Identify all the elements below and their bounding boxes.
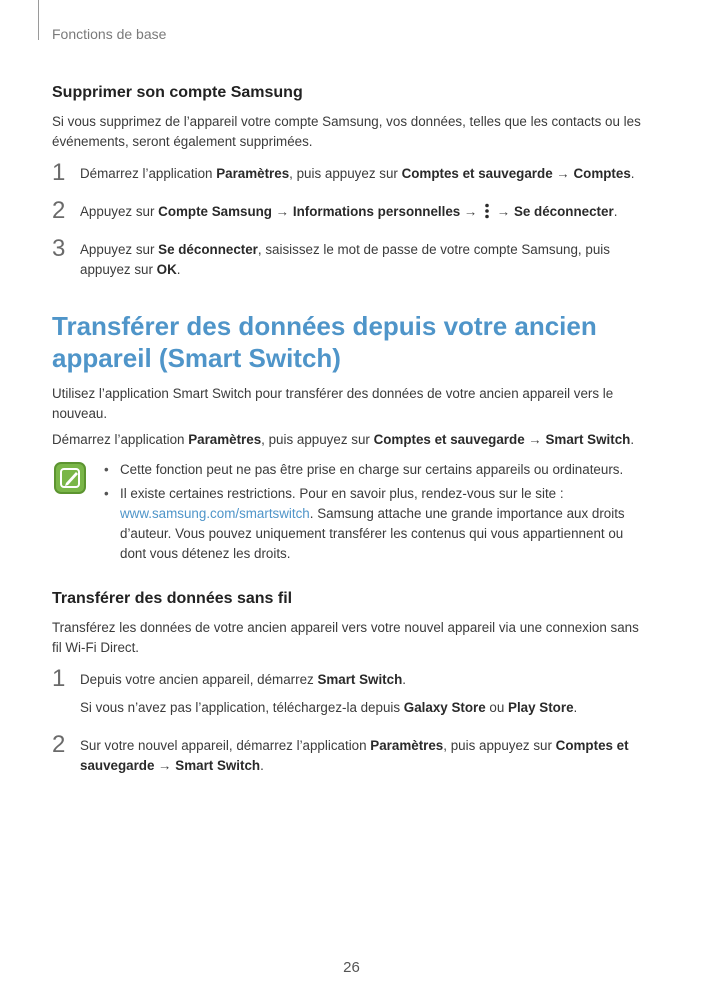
step-text: ou bbox=[485, 700, 509, 715]
menu-samsung-account: Compte Samsung bbox=[158, 204, 272, 219]
arrow-text: → bbox=[524, 432, 546, 447]
menu-accounts: Comptes bbox=[573, 166, 631, 181]
step-text: Si vous n’avez pas l’application, téléchargez-la depuis bbox=[80, 700, 404, 715]
steps-wireless bbox=[52, 665, 652, 776]
step-text: . bbox=[176, 262, 181, 277]
bullet-text: . Samsung attache une grande importance aux droits d’auteur. Vous pouvez uniquement transférer les contenus qui vous appartiennent ou dont vous détenez les droits. bbox=[120, 506, 625, 561]
app-smart-switch: Smart Switch bbox=[317, 672, 403, 687]
arrow-text: → bbox=[493, 204, 514, 219]
step-text: Appuyez sur bbox=[80, 204, 159, 219]
menu-settings: Paramètres bbox=[188, 432, 262, 447]
store-galaxy: Galaxy Store bbox=[403, 700, 486, 715]
text: Démarrez l’application bbox=[52, 432, 189, 447]
step-1 bbox=[52, 665, 652, 718]
bullet-dot: • bbox=[104, 462, 109, 477]
button-ok: OK bbox=[156, 262, 177, 277]
menu-smart-switch: Smart Switch bbox=[545, 432, 631, 447]
step-subline bbox=[80, 698, 652, 718]
smartswitch-link[interactable]: www.samsung.com/smartswitch bbox=[120, 506, 310, 521]
section-intro: Transférez les données de votre ancien appareil vers votre nouvel appareil via une connexion sans fil Wi-Fi Direct. bbox=[52, 620, 639, 655]
step-number: 3 bbox=[52, 235, 66, 262]
step-2 bbox=[52, 731, 652, 776]
menu-sign-out: Se déconnecter bbox=[158, 242, 258, 257]
step-text: Sur votre nouvel appareil, démarrez l’application bbox=[80, 738, 371, 753]
step-text: . bbox=[630, 166, 635, 181]
page-number: 26 bbox=[343, 959, 360, 976]
step-text: . bbox=[260, 758, 264, 773]
step-3 bbox=[52, 235, 652, 280]
menu-smart-switch: Smart Switch bbox=[175, 758, 261, 773]
step-text: Depuis votre ancien appareil, démarrez bbox=[80, 672, 318, 687]
arrow-text: → bbox=[272, 204, 293, 219]
chapter-intro: Utilisez l’application Smart Switch pour transférer des données de votre ancien appareil vers le nouveau. bbox=[52, 386, 614, 421]
menu-settings: Paramètres bbox=[216, 166, 290, 181]
chapter-instruction bbox=[52, 430, 652, 450]
step-text: , puis appuyez sur bbox=[443, 738, 556, 753]
margin-rule bbox=[38, 0, 39, 40]
step-number: 2 bbox=[52, 197, 66, 224]
step-2 bbox=[52, 197, 652, 224]
note-pencil-icon bbox=[54, 462, 86, 494]
step-text: Appuyez sur bbox=[80, 242, 159, 257]
text: , puis appuyez sur bbox=[261, 432, 374, 447]
note-bullet-1 bbox=[100, 460, 652, 480]
menu-accounts-backup: Comptes et sauvegarde bbox=[401, 166, 553, 181]
step-1 bbox=[52, 159, 652, 186]
bullet-text: Il existe certaines restrictions. Pour en savoir plus, rendez-vous sur le site : bbox=[120, 486, 564, 501]
menu-settings: Paramètres bbox=[370, 738, 444, 753]
section-title-wireless: Transférer des données sans fil bbox=[52, 590, 293, 607]
bullet-dot: • bbox=[104, 486, 109, 501]
step-number: 1 bbox=[52, 665, 66, 692]
arrow-text: → bbox=[460, 204, 482, 219]
store-play: Play Store bbox=[508, 700, 574, 715]
menu-accounts-backup: Comptes et sauvegarde bbox=[373, 432, 525, 447]
step-number: 1 bbox=[52, 159, 66, 186]
step-text: Démarrez l’application bbox=[80, 166, 217, 181]
note-bullet-2 bbox=[100, 484, 652, 564]
section-intro: Si vous supprimez de l’appareil votre compte Samsung, vos données, telles que les contacts ou les événements, seront également supprimées. bbox=[52, 114, 641, 149]
steps-delete-account bbox=[52, 159, 652, 280]
chapter-title: Transférer des données depuis votre ancien appareil (Smart Switch) bbox=[52, 311, 597, 373]
more-options-icon bbox=[483, 203, 491, 219]
note-box bbox=[52, 460, 652, 564]
arrow-text: → bbox=[154, 758, 176, 773]
arrow-text: → bbox=[552, 166, 574, 181]
menu-personal-info: Informations personnelles bbox=[292, 204, 461, 219]
section-title-delete-account: Supprimer son compte Samsung bbox=[52, 84, 303, 101]
step-text: , saisissez le mot de passe de votre compte Samsung, puis appuyez sur bbox=[80, 242, 610, 277]
step-number: 2 bbox=[52, 731, 66, 758]
step-text: . bbox=[613, 204, 618, 219]
running-head: Fonctions de base bbox=[52, 26, 167, 42]
menu-sign-out: Se déconnecter bbox=[513, 204, 614, 219]
step-text: . bbox=[573, 700, 578, 715]
menu-accounts-backup: Comptes et sauvegarde bbox=[80, 738, 629, 773]
page-content bbox=[52, 84, 652, 794]
text: . bbox=[630, 432, 635, 447]
step-text: . bbox=[402, 672, 407, 687]
bullet-text: Cette fonction peut ne pas être prise en charge sur certains appareils ou ordinateurs. bbox=[120, 462, 624, 477]
step-text: , puis appuyez sur bbox=[289, 166, 402, 181]
